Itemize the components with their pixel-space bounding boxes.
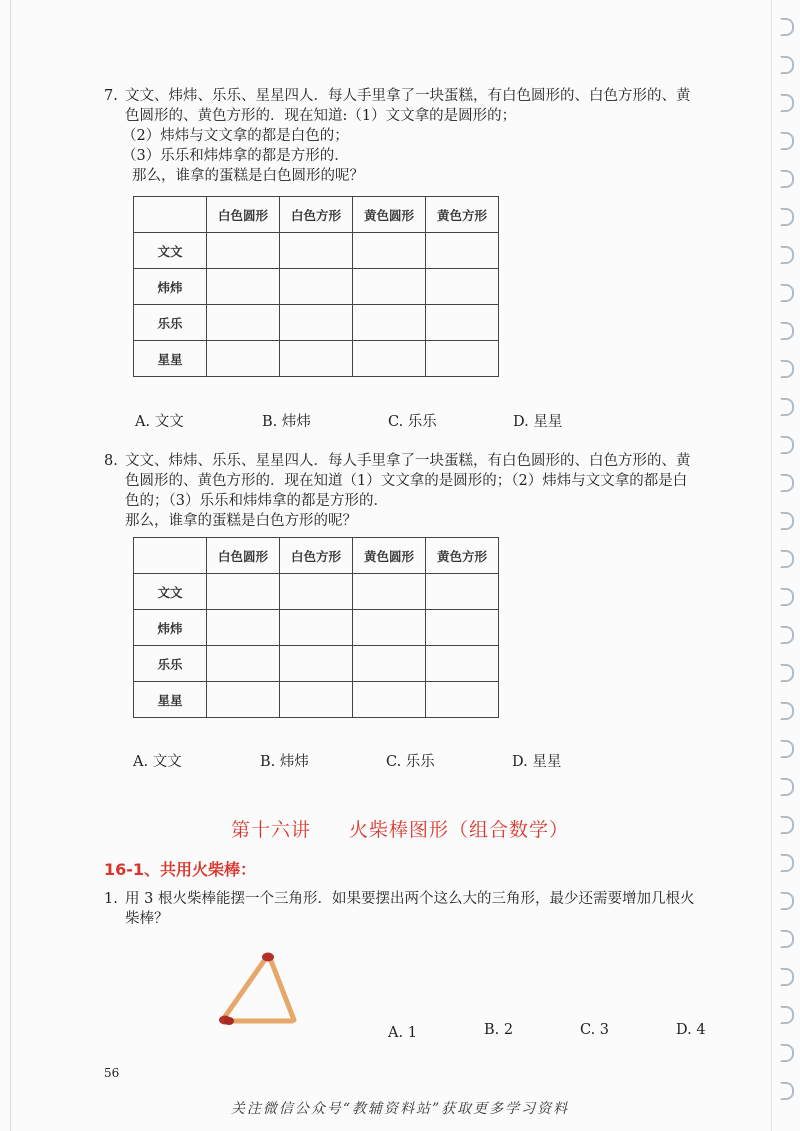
table-header: 黄色方形 [426, 538, 499, 574]
table-cell[interactable] [426, 610, 499, 646]
question-line: 色圆形的、黄色方形的．现在知道:（1）文文拿的是圆形的； [125, 108, 517, 124]
table-cell[interactable] [207, 574, 280, 610]
table-header: 黄色圆形 [353, 197, 426, 233]
table-cell[interactable] [280, 610, 353, 646]
binding-ring-icon [780, 360, 794, 378]
binding-ring-icon [780, 246, 794, 264]
question-1 [104, 889, 724, 929]
lecture-number: 第十六讲 [230, 819, 311, 841]
option-a[interactable]: A. 1 [388, 1025, 417, 1041]
option-c[interactable]: C. 乐乐 [386, 754, 435, 770]
table-cell[interactable] [353, 341, 426, 377]
page-number: 56 [104, 1066, 120, 1080]
question-line: 色圆形的、黄色方形的．现在知道（1）文文拿的是圆形的；（2）炜炜与文文拿的都是白 [125, 473, 688, 489]
table-cell[interactable] [426, 341, 499, 377]
binding-ring-icon [780, 1006, 794, 1024]
table-row-label: 炜炜 [134, 610, 207, 646]
binding-ring-icon [780, 702, 794, 720]
binding-ring-icon [780, 740, 794, 758]
question-line: （3）乐乐和炜炜拿的都是方形的． [122, 148, 349, 164]
table-cell[interactable] [280, 233, 353, 269]
footer-note: 关注微信公众号“教辅资料站”获取更多学习资料 [230, 1101, 570, 1117]
binding-ring-icon [780, 56, 794, 74]
table-header: 黄色方形 [426, 197, 499, 233]
table-cell[interactable] [353, 646, 426, 682]
table-row-label: 乐乐 [134, 646, 207, 682]
question-line: 色的；（3）乐乐和炜炜拿的都是方形的． [125, 493, 388, 509]
binding-ring-icon [780, 208, 794, 226]
binding-ring-icon [780, 170, 794, 188]
question-line: 文文、炜炜、乐乐、星星四人．每人手里拿了一块蛋糕，有白色圆形的、白色方形的、黄 [125, 88, 691, 104]
table-row-label: 文文 [134, 574, 207, 610]
logic-table-q8 [133, 537, 499, 718]
question-line: 柴棒？ [125, 911, 169, 927]
table-cell[interactable] [280, 574, 353, 610]
table-cell[interactable] [426, 269, 499, 305]
question-line: 那么，谁拿的蛋糕是白色方形的呢？ [125, 513, 357, 529]
option-d[interactable]: D. 星星 [513, 414, 563, 430]
logic-table-q7 [133, 196, 499, 377]
matchstick-triangle-icon [210, 948, 305, 1030]
table-cell[interactable] [280, 682, 353, 718]
table-row-label: 文文 [134, 233, 207, 269]
binding-ring-icon [780, 1044, 794, 1062]
question-line: （2）炜炜与文文拿的都是白色的； [122, 128, 349, 144]
option-d[interactable]: D. 星星 [512, 754, 562, 770]
option-a[interactable]: A. 文文 [133, 754, 182, 770]
table-cell[interactable] [207, 682, 280, 718]
table-cell[interactable] [426, 682, 499, 718]
table-cell[interactable] [280, 269, 353, 305]
table-cell[interactable] [353, 233, 426, 269]
binding-ring-icon [780, 550, 794, 568]
binding-ring-icon [780, 322, 794, 340]
table-cell[interactable] [426, 574, 499, 610]
question-number: 7. [104, 88, 118, 104]
table-row-label: 星星 [134, 682, 207, 718]
question-line: 文文、炜炜、乐乐、星星四人．每人手里拿了一块蛋糕，有白色圆形的、白色方形的、黄 [125, 453, 691, 469]
page-edge [10, 0, 11, 1131]
table-cell[interactable] [353, 269, 426, 305]
table-header: 白色方形 [280, 538, 353, 574]
question-number: 8. [104, 453, 118, 469]
binding-ring-icon [780, 968, 794, 986]
table-cell[interactable] [426, 305, 499, 341]
option-b[interactable]: B. 炜炜 [260, 754, 309, 770]
table-cell[interactable] [280, 646, 353, 682]
table-cell[interactable] [207, 646, 280, 682]
table-cell[interactable] [353, 610, 426, 646]
table-header: 白色方形 [280, 197, 353, 233]
table-cell[interactable] [353, 574, 426, 610]
question-line: 那么，谁拿的蛋糕是白色圆形的呢？ [132, 168, 364, 184]
binding-ring-icon [780, 854, 794, 872]
binding-ring-icon [780, 512, 794, 530]
table-header: 白色圆形 [207, 538, 280, 574]
table-row-label: 乐乐 [134, 305, 207, 341]
table-header: 黄色圆形 [353, 538, 426, 574]
spiral-binding [771, 0, 800, 1131]
table-cell[interactable] [207, 233, 280, 269]
binding-ring-icon [780, 474, 794, 492]
table-row-label: 炜炜 [134, 269, 207, 305]
section-heading: 16-1、共用火柴棒： [104, 860, 257, 879]
question-line: 用 3 根火柴棒能摆一个三角形．如果要摆出两个这么大的三角形，最少还需要增加几根火 [125, 891, 695, 907]
table-cell[interactable] [353, 682, 426, 718]
lecture-title: 火柴棒图形（组合数学） [349, 819, 570, 841]
question-7 [104, 86, 724, 186]
table-cell[interactable] [207, 341, 280, 377]
table-cell[interactable] [207, 269, 280, 305]
table-cell[interactable] [353, 305, 426, 341]
binding-ring-icon [780, 18, 794, 36]
binding-ring-icon [780, 626, 794, 644]
binding-ring-icon [780, 94, 794, 112]
binding-ring-icon [780, 132, 794, 150]
question-8 [104, 451, 724, 531]
table-cell[interactable] [280, 341, 353, 377]
lecture-heading [0, 815, 800, 842]
binding-ring-icon [780, 588, 794, 606]
binding-ring-icon [780, 284, 794, 302]
question-number: 1. [104, 891, 118, 907]
option-c[interactable]: C. 乐乐 [388, 414, 437, 430]
table-cell[interactable] [207, 305, 280, 341]
table-corner [134, 538, 207, 574]
table-cell[interactable] [280, 305, 353, 341]
table-corner [134, 197, 207, 233]
table-cell[interactable] [207, 610, 280, 646]
option-d[interactable]: D. 4 [676, 1022, 706, 1038]
table-row-label: 星星 [134, 341, 207, 377]
option-a[interactable]: A. 文文 [135, 414, 184, 430]
binding-ring-icon [780, 930, 794, 948]
binding-ring-icon [780, 398, 794, 416]
binding-ring-icon [780, 778, 794, 796]
option-b[interactable]: B. 2 [484, 1022, 514, 1038]
option-b[interactable]: B. 炜炜 [262, 414, 311, 430]
table-cell[interactable] [426, 646, 499, 682]
binding-ring-icon [780, 664, 794, 682]
table-cell[interactable] [426, 233, 499, 269]
option-c[interactable]: C. 3 [580, 1022, 610, 1038]
table-header: 白色圆形 [207, 197, 280, 233]
binding-ring-icon [780, 892, 794, 910]
binding-ring-icon [780, 436, 794, 454]
